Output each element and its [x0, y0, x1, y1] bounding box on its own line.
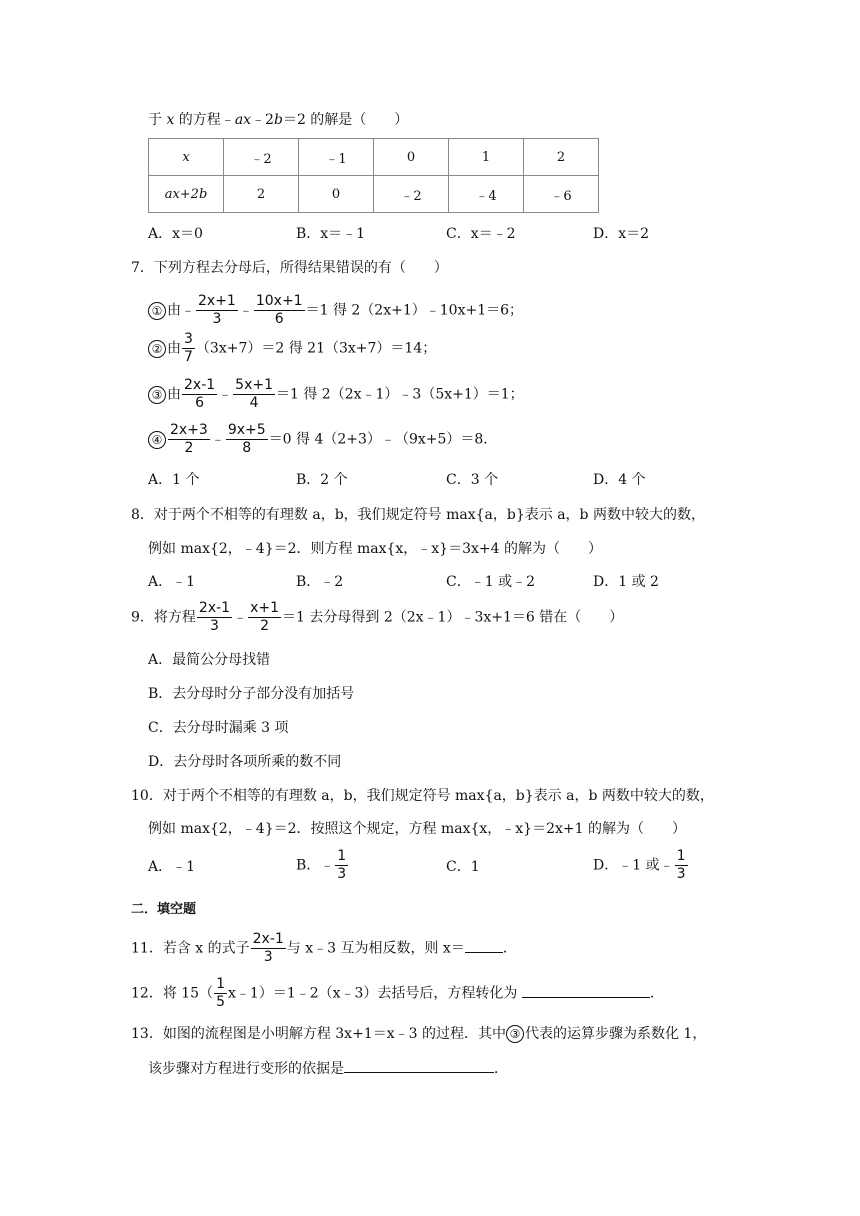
fraction: $\frac{10x+1}{6}$ — [255, 293, 303, 327]
table-cell: ax+2b — [149, 176, 224, 213]
fraction: $\frac{2x+3}{2}$ — [170, 422, 208, 456]
q7-item-1: ① 由﹣ $\frac{2x+1}{3}$ ﹣ $\frac{10x+1}{6}$ ＝1 得 2（2x+1）﹣10x+1＝6； — [148, 293, 523, 328]
table-cell: ﹣6 — [524, 176, 599, 213]
q7-option-a[interactable]: A．1 个 — [148, 472, 200, 488]
fraction: $\frac{2x-1}{6}$ — [184, 377, 216, 411]
table-row — [149, 139, 599, 176]
q10-option-d[interactable]: D．﹣1 或﹣ $\frac{1}{3}$ — [593, 848, 686, 882]
fraction: $\frac{3}{7}$ — [184, 331, 193, 365]
q8-option-c[interactable]: C．﹣1 或﹣2 — [446, 574, 535, 590]
answer-blank[interactable] — [344, 1058, 494, 1073]
q8-option-d[interactable]: D．1 或 2 — [593, 574, 659, 590]
table-cell: x — [149, 139, 224, 176]
table-cell: ﹣4 — [449, 176, 524, 213]
q6-option-a[interactable]: A．x＝0 — [148, 226, 203, 242]
q8-option-b[interactable]: B．﹣2 — [296, 574, 344, 590]
q8-stem-line2: 例如 max{2，﹣4}＝2．则方程 max{x，﹣x}＝3x+4 的解为（ ） — [148, 541, 602, 557]
section-heading: 二．填空题 — [131, 902, 197, 917]
answer-blank[interactable] — [522, 983, 650, 998]
circled-number: ① — [148, 302, 166, 320]
circled-number: ② — [148, 340, 166, 358]
q9-option-a[interactable]: A．最简公分母找错 — [148, 652, 271, 668]
q9-option-d[interactable]: D．去分母时各项所乘的数不同 — [148, 754, 342, 770]
q7-item-2: ② 由 $\frac{3}{7}$ （3x+7）＝2 得 21（3x+7）＝14； — [148, 331, 436, 366]
q10-option-c[interactable]: C．1 — [446, 859, 480, 875]
table-cell: 2 — [224, 176, 299, 213]
table-cell: 2 — [524, 139, 599, 176]
circled-number: ③ — [148, 386, 166, 404]
q7-item-3: ③ 由 $\frac{2x-1}{6}$ ﹣ $\frac{5x+1}{4}$ ＝1 得 2（2x﹣1）﹣3（5x+1）＝1； — [148, 377, 524, 412]
q10-option-b[interactable]: B．﹣ $\frac{1}{3}$ — [296, 848, 347, 882]
q9-option-b[interactable]: B．去分母时分子部分没有加括号 — [148, 686, 355, 702]
fraction: $\frac{1}{3}$ — [337, 848, 347, 882]
fraction: $\frac{2x-1}{3}$ — [198, 600, 231, 634]
table-cell: ﹣1 — [299, 139, 374, 176]
q9-option-c[interactable]: C．去分母时漏乘 3 项 — [148, 720, 289, 736]
table-cell: 0 — [374, 139, 449, 176]
table-cell: 0 — [299, 176, 374, 213]
q12-stem: 12．将 15（ $\frac{1}{5}$ x﹣1）＝1﹣2（x﹣3）去括号后，方程转化为 ． — [131, 976, 664, 1010]
q13-stem-line1: 13．如图的流程图是小明解方程 3x+1＝x﹣3 的过程．其中 ③ 代表的运算步骤为系数化 1， — [131, 1026, 707, 1042]
circled-number: ③ — [506, 1025, 524, 1043]
q7-option-b[interactable]: B．2 个 — [296, 472, 348, 488]
q6-value-table — [148, 138, 599, 213]
answer-blank[interactable] — [465, 938, 503, 953]
table-cell: ﹣2 — [224, 139, 299, 176]
fraction: $\frac{2x-1}{3}$ — [252, 931, 284, 965]
q6-stem: 于 x 的方程﹣ax﹣2b＝2 的解是（ ） — [148, 112, 409, 128]
q13-stem-line2: 该步骤对方程进行变形的依据是 ． — [148, 1058, 508, 1079]
fraction: $\frac{x+1}{2}$ — [250, 600, 280, 634]
fraction: $\frac{9x+5}{8}$ — [227, 422, 266, 456]
q8-option-a[interactable]: A．﹣1 — [148, 574, 196, 590]
q7-option-c[interactable]: C．3 个 — [446, 472, 499, 488]
q6-option-d[interactable]: D．x＝2 — [593, 226, 650, 242]
fraction: $\frac{5x+1}{4}$ — [235, 377, 273, 411]
q7-stem: 7．下列方程去分母后，所得结果错误的有（ ） — [131, 260, 448, 276]
table-cell: 1 — [449, 139, 524, 176]
q9-stem: 9．将方程 $\frac{2x-1}{3}$ ﹣ $\frac{x+1}{2}$ ＝1 去分母得到 2（2x﹣1）﹣3x+1＝6 错在（ ） — [131, 600, 624, 634]
fraction: $\frac{1}{3}$ — [676, 848, 686, 882]
fraction: $\frac{1}{5}$ — [216, 976, 226, 1010]
q8-stem-line1: 8．对于两个不相等的有理数 a，b，我们规定符号 max{a，b}表示 a，b 两数中较大的数， — [131, 507, 705, 523]
q6-option-c[interactable]: C．x＝﹣2 — [446, 226, 516, 242]
table-row — [149, 176, 599, 213]
q7-item-4: ④ $\frac{2x+3}{2}$ ﹣ $\frac{9x+5}{8}$ ＝0 得 4（2+3）﹣（9x+5）＝8． — [148, 422, 497, 457]
q10-stem-line1: 10．对于两个不相等的有理数 a，b，我们规定符号 max{a，b}表示 a，b 两数中较大的数， — [131, 788, 714, 804]
q7-option-d[interactable]: D．4 个 — [593, 472, 646, 488]
fraction: $\frac{2x+1}{3}$ — [198, 293, 236, 327]
table-cell: ﹣2 — [374, 176, 449, 213]
q6-option-b[interactable]: B．x＝﹣1 — [296, 226, 366, 242]
q10-option-a[interactable]: A．﹣1 — [148, 859, 196, 875]
q11-stem: 11．若含 x 的式子 $\frac{2x-1}{3}$ 与 x﹣3 互为相反数，则 x＝ ． — [131, 931, 517, 965]
circled-number: ④ — [148, 431, 166, 449]
q10-stem-line2: 例如 max{2，﹣4}＝2．按照这个规定，方程 max{x，﹣x}＝2x+1 的解为（ ） — [148, 821, 686, 837]
